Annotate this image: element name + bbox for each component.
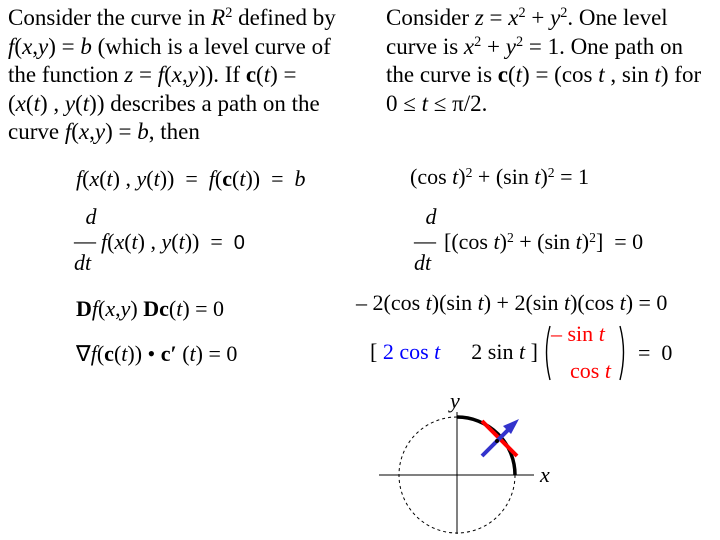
row-vector-left-bracket: [ — [370, 339, 378, 364]
right-derivative-denominator: dt — [414, 250, 432, 275]
right-equation-4-equals: = 0 — [638, 340, 673, 365]
point-on-curve — [495, 439, 499, 443]
right-equation-3: – 2(cos t)(sin t) + 2(sin t)(cos t) = 0 — [356, 290, 668, 315]
left-intro-line-2: f(x,y) = b (which is a level curve of — [8, 33, 331, 59]
column-vector-entry-1: – sin t — [551, 321, 605, 346]
left-equation-3: Df(x,y) Dc(t) = 0 — [76, 296, 225, 321]
left-derivative-denominator: dt — [74, 250, 92, 275]
row-vector-entry-2: 2 sin t — [471, 339, 526, 364]
d-numerator: d — [85, 204, 97, 229]
x-axis-label: x — [540, 462, 550, 487]
left-intro-line-4: (x(t) , y(t)) describes a path on the — [8, 90, 320, 116]
left-equation-1: f(x(t) , y(t)) = f(c(t)) = b — [76, 166, 306, 191]
left-intro-line-1: Consider the curve in $R^2$ defined by — [8, 5, 336, 30]
right-equation-2: [(cos t)$^2$ + (sin t)$^2$] = 0 — [444, 229, 644, 254]
left-intro-line-5: curve f(x,y) = b, then — [8, 119, 200, 144]
right-intro-line-4: 0 ≤ t ≤ π/2. — [386, 90, 488, 116]
right-intro-line-1: Consider $z = x^2 + y^2$. One level — [386, 5, 668, 30]
left-derivative-bar: — — [74, 228, 96, 253]
column-vector-right-paren — [620, 326, 624, 380]
column-vector-left-paren — [547, 326, 551, 380]
row-vector-right-bracket: ] — [530, 339, 538, 364]
row-vector-entry-1: 2 cos t — [382, 339, 441, 364]
right-intro-line-3: the curve is c(t) = (cos t , sin t) for — [386, 62, 702, 87]
column-vector-entry-2: cos t — [570, 358, 611, 383]
y-axis-label: y — [450, 388, 460, 413]
left-equation-2: f(x(t) , y(t)) = 0 — [101, 229, 245, 254]
right-derivative-bar: — — [414, 228, 436, 253]
d-numerator: d — [425, 204, 437, 229]
right-equation-1: (cos t)$^2$ + (sin t)$^2$ = 1 — [410, 164, 590, 189]
right-intro-line-2: curve is $x^2 + y^2 = 1$. One path on — [386, 33, 683, 59]
left-intro-line-3: the function z = f(x,y)). If c(t) = — [8, 62, 297, 87]
left-equation-4: ∇f(c(t)) • c′ (t) = 0 — [76, 341, 238, 366]
